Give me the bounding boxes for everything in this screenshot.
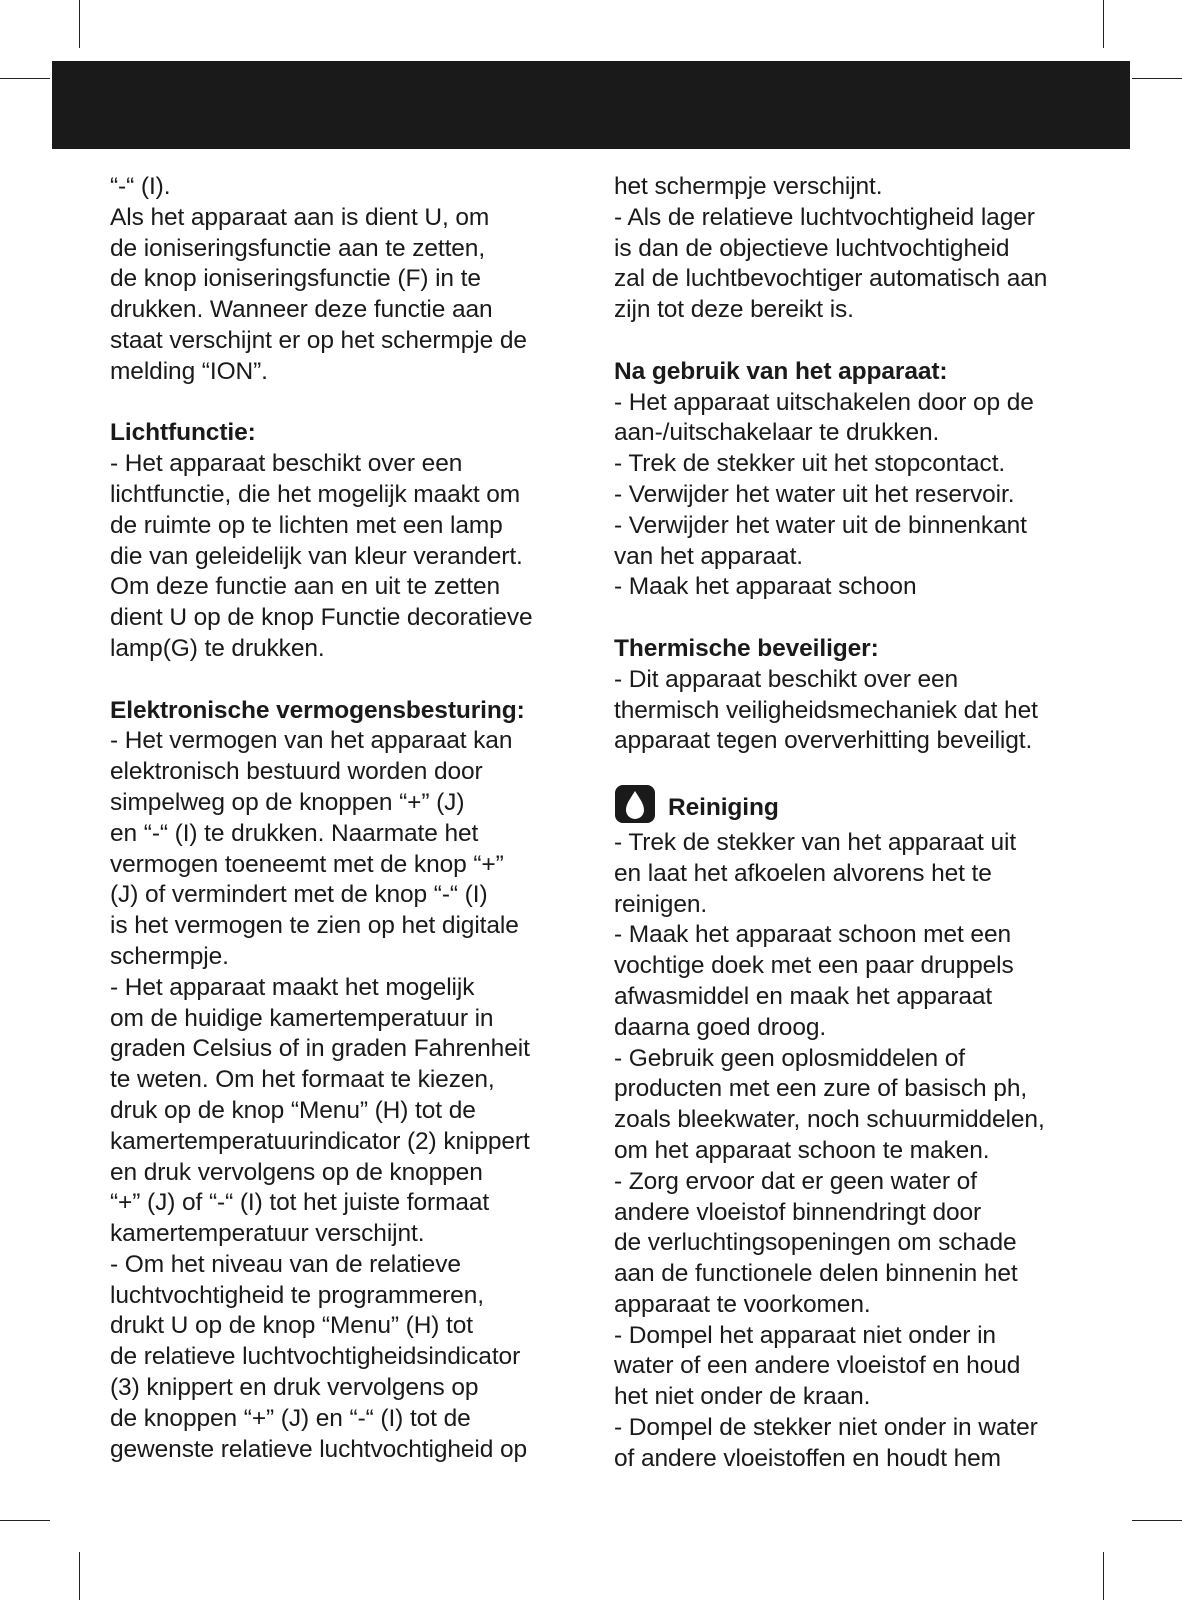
text-line: - Dompel de stekker niet onder in water: [614, 1414, 1038, 1442]
text-line: aan-/uitschakelaar te drukken.: [614, 419, 940, 447]
text-line: vermogen toeneemt met de knop “+”: [110, 850, 504, 878]
text-line: vochtige doek met een paar druppels: [614, 952, 1014, 980]
crop-mark-top-right-v: [1103, 0, 1104, 48]
text-line: thermisch veiligheidsmechaniek dat het: [614, 696, 1038, 724]
section-na-gebruik: [614, 357, 1094, 603]
text-line: reinigen.: [614, 890, 708, 918]
section-heading-row: [614, 788, 1094, 828]
text-line: het schermpje verschijnt.: [614, 173, 883, 200]
text-line: - Het apparaat maakt het mogelijk: [110, 973, 475, 1001]
section-heading: Elektronische vermogensbesturing:: [110, 696, 525, 724]
text-line: staat verschijnt er op het schermpje de: [110, 326, 527, 354]
text-line: luchtvochtigheid te programmeren,: [110, 1281, 484, 1309]
text-line: (3) knippert en druk vervolgens op: [110, 1374, 479, 1402]
section-lichtfunctie: [110, 418, 580, 664]
text-line: andere vloeistof binnendringt door: [614, 1198, 982, 1226]
spacer: [614, 326, 1094, 357]
text-line: te weten. Om het formaat te kiezen,: [110, 1066, 495, 1094]
text-line: - Verwijder het water uit de binnenkant: [614, 511, 1027, 539]
text-line: het niet onder de kraan.: [614, 1383, 871, 1411]
text-line: - Zorg ervoor dat er geen water of: [614, 1167, 977, 1195]
text-line: Om deze functie aan en uit te zetten: [110, 573, 501, 601]
text-line: - Dompel het apparaat niet onder in: [614, 1321, 996, 1349]
section-heading: Thermische beveiliger:: [614, 634, 879, 662]
text-line: zoals bleekwater, noch schuurmiddelen,: [614, 1106, 1045, 1134]
right-column: [614, 172, 1094, 1475]
spacer: [614, 603, 1094, 634]
text-line: - Trek de stekker van het apparaat uit: [614, 828, 1017, 856]
intro-block-left: [110, 172, 580, 388]
text-line: - Het vermogen van het apparaat kan: [110, 727, 513, 755]
crop-mark-bottom-right-h: [1132, 1520, 1182, 1521]
text-line: - Dit apparaat beschikt over een: [614, 665, 959, 693]
section-vermogensbesturing: [110, 696, 580, 1466]
text-line: schermpje.: [110, 942, 229, 970]
text-line: van het apparaat.: [614, 542, 804, 570]
crop-mark-top-left-v: [79, 0, 80, 48]
text-line: gewenste relatieve luchtvochtigheid op: [110, 1435, 528, 1463]
crop-mark-bottom-right-v: [1103, 1552, 1104, 1600]
text-line: “-“ (I).: [110, 173, 171, 200]
text-line: de knop ioniseringsfunctie (F) in te: [110, 265, 481, 293]
text-line: aan de functionele delen binnenin het: [614, 1260, 1018, 1288]
text-line: melding “ION”.: [110, 357, 268, 385]
text-line: simpelweg op de knoppen “+” (J): [110, 788, 465, 816]
text-line: - Maak het apparaat schoon met een: [614, 921, 1012, 949]
text-line: - Als de relatieve luchtvochtigheid lager: [614, 203, 1035, 231]
crop-mark-bottom-left-v: [79, 1552, 80, 1600]
left-column: [110, 172, 580, 1465]
section-heading: Na gebruik van het apparaat:: [614, 357, 948, 385]
text-line: kamertemperatuur verschijnt.: [110, 1220, 425, 1248]
spacer: [110, 388, 580, 419]
text-line: drukken. Wanneer deze functie aan: [110, 296, 493, 324]
section-reiniging: [614, 788, 1094, 1475]
text-line: en laat het afkoelen alvorens het te: [614, 859, 992, 887]
text-line: de knoppen “+” (J) en “-“ (I) tot de: [110, 1404, 471, 1432]
text-line: afwasmiddel en maak het apparaat: [614, 982, 993, 1010]
text-line: zijn tot deze bereikt is.: [614, 296, 854, 324]
text-line: zal de luchtbevochtiger automatisch aan: [614, 265, 1048, 293]
crop-mark-top-left-h: [0, 78, 50, 79]
crop-mark-top-right-h: [1132, 78, 1182, 79]
text-line: (J) of vermindert met de knop “-“ (I): [110, 881, 488, 909]
text-line: en druk vervolgens op de knoppen: [110, 1158, 483, 1186]
text-line: de ruimte op te lichten met een lamp: [110, 511, 503, 539]
text-line: “+” (J) of “-“ (I) tot het juiste formaat: [110, 1189, 490, 1217]
text-line: apparaat te voorkomen.: [614, 1290, 871, 1318]
text-line: - Maak het apparaat schoon: [614, 573, 917, 601]
text-line: is dan de objectieve luchtvochtigheid: [614, 234, 1010, 262]
text-line: de relatieve luchtvochtigheidsindicator: [110, 1343, 521, 1371]
water-drop-icon: [614, 784, 656, 824]
text-line: elektronisch bestuurd worden door: [110, 758, 483, 786]
text-line: of andere vloeistoffen en houdt hem: [614, 1444, 1001, 1472]
text-line: lamp(G) te drukken.: [110, 634, 325, 662]
section-heading: Reiniging: [668, 793, 779, 821]
text-line: - Om het niveau van de relatieve: [110, 1250, 461, 1278]
text-line: is het vermogen te zien op het digitale: [110, 912, 519, 940]
section-thermische-beveiliger: [614, 634, 1094, 757]
text-line: - Verwijder het water uit het reservoir.: [614, 480, 1015, 508]
text-line: dient U op de knop Functie decoratieve: [110, 604, 533, 632]
text-line: druk op de knop “Menu” (H) tot de: [110, 1096, 476, 1124]
text-line: - Trek de stekker uit het stopcontact.: [614, 450, 1006, 478]
intro-block-right: [614, 172, 1094, 326]
text-line: - Het apparaat uitschakelen door op de: [614, 388, 1034, 416]
text-line: graden Celsius of in graden Fahrenheit: [110, 1035, 530, 1063]
header-band: [52, 61, 1130, 149]
crop-mark-bottom-left-h: [0, 1520, 50, 1521]
text-line: - Gebruik geen oplosmiddelen of: [614, 1044, 966, 1072]
spacer: [110, 665, 580, 696]
text-line: drukt U op de knop “Menu” (H) tot: [110, 1312, 473, 1340]
text-line: die van geleidelijk van kleur verandert.: [110, 542, 523, 570]
text-line: de ioniseringsfunctie aan te zetten,: [110, 234, 486, 262]
text-line: Als het apparaat aan is dient U, om: [110, 203, 490, 231]
text-line: daarna goed droog.: [614, 1013, 827, 1041]
section-heading: Lichtfunctie:: [110, 419, 256, 447]
text-line: om het apparaat schoon te maken.: [614, 1136, 990, 1164]
text-line: lichtfunctie, die het mogelijk maakt om: [110, 480, 521, 508]
text-line: water of een andere vloeistof en houd: [614, 1352, 1021, 1380]
text-line: de verluchtingsopeningen om schade: [614, 1229, 1017, 1257]
text-line: om de huidige kamertemperatuur in: [110, 1004, 494, 1032]
text-line: apparaat tegen oververhitting beveiligt.: [614, 727, 1033, 755]
text-line: producten met een zure of basisch ph,: [614, 1075, 1028, 1103]
text-line: - Het apparaat beschikt over een: [110, 450, 463, 478]
spacer: [614, 757, 1094, 788]
text-line: kamertemperatuurindicator (2) knippert: [110, 1127, 530, 1155]
text-line: en “-“ (I) te drukken. Naarmate het: [110, 819, 479, 847]
